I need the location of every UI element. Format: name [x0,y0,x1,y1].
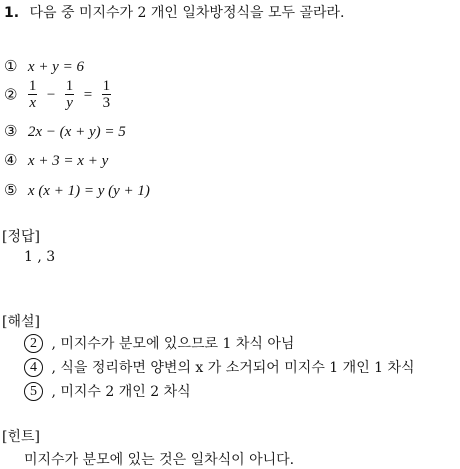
hint-text: 미지수가 분모에 있는 것은 일차식이 아니다. [24,452,295,468]
fraction-denominator: y [66,95,73,111]
fraction-denominator: 3 [102,95,111,111]
question [4,2,345,22]
explanation-item [24,357,415,377]
question-text: 다음 중 미지수가 2 개인 일차방정식을 모두 골라라. [29,5,345,21]
choice-marker: ③ [4,122,18,140]
explanation-label: [해설] [2,314,40,330]
choice-marker: ① [4,57,18,75]
answer-label: [정답] [2,229,40,245]
fraction-1-over-x [28,78,38,111]
explanation-text: , 미지수 2 개인 2 차식 [51,384,191,400]
explanation-item [24,333,294,353]
choice-3[interactable] [4,122,126,141]
fraction-numerator: 1 [28,78,37,94]
choice-1[interactable] [4,57,84,76]
circled-number-4: 4 [24,358,43,377]
explanation-text: , 식을 정리하면 양변의 x 가 소거되어 미지수 1 개인 1 차식 [51,360,415,376]
fraction-1-over-3 [102,78,112,111]
fraction-1-over-y [65,78,75,111]
choice-2[interactable] [4,78,113,111]
fraction-denominator: x [29,95,36,111]
choice-marker: ⑤ [4,181,18,199]
circled-number-5: 5 [24,382,43,401]
question-number: 1. [4,5,20,21]
choice-marker: ② [4,85,18,104]
answer-value: 1 , 3 [24,249,56,265]
choice-expression: x (x + 1) = y (y + 1) [27,183,150,199]
hint-label: [힌트] [2,429,40,445]
fraction-numerator: 1 [102,78,111,94]
choice-4[interactable] [4,151,108,170]
explanation-text: , 미지수가 분모에 있으므로 1 차식 아님 [51,336,295,352]
equals-sign: = [83,86,93,103]
circled-number-2: 2 [24,334,43,353]
choice-expression: x + 3 = x + y [27,153,109,169]
fraction-numerator: 1 [65,78,74,94]
choice-expression: 2x − (x + y) = 5 [27,124,126,140]
explanation-item [24,381,191,401]
choice-expression: x + y = 6 [27,59,84,75]
choice-5[interactable] [4,181,150,200]
minus-sign: − [46,86,56,103]
choice-marker: ④ [4,151,18,169]
